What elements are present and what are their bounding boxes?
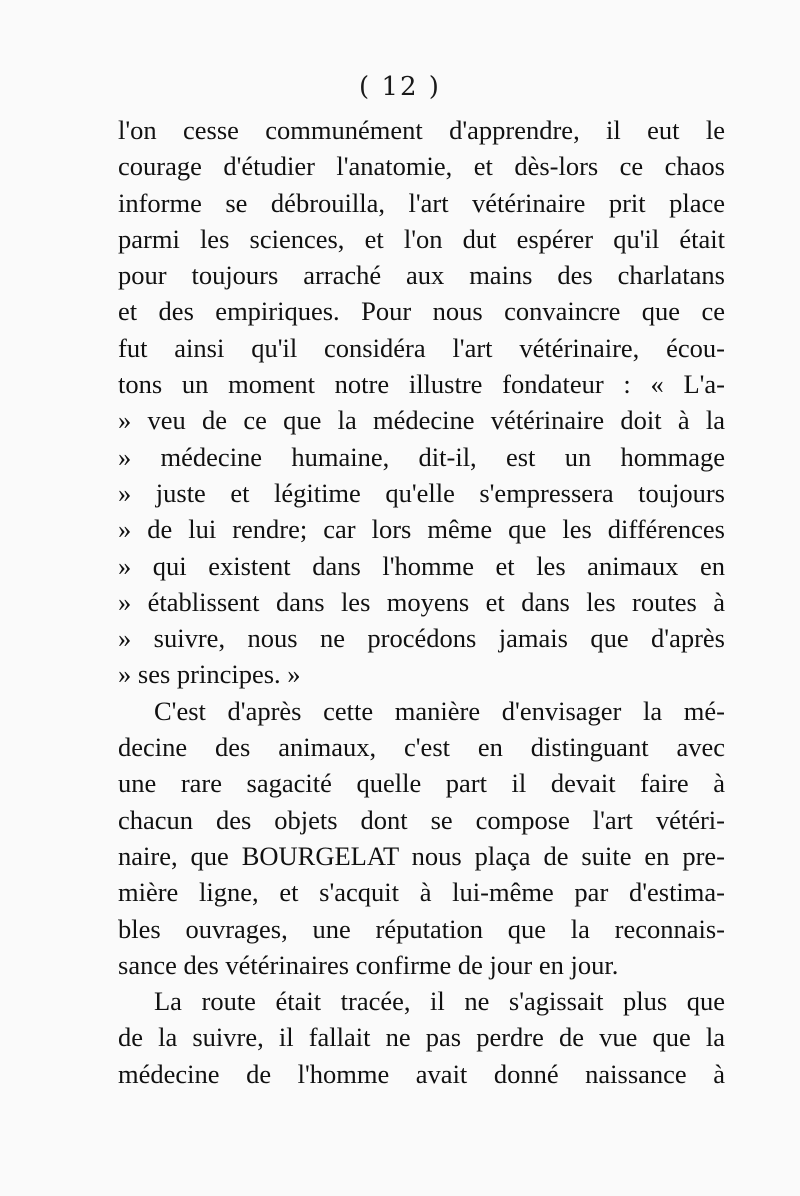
text-line: » établissent dans les moyens et dans les routes à (118, 586, 725, 617)
text-line: l'on cesse communément d'apprendre, il eut le (118, 115, 725, 145)
text-line: bles ouvrages, une réputation que la reconnais- (118, 913, 725, 944)
text-line: médecine de l'homme avait donné naissance à (118, 1058, 725, 1089)
text-line: parmi les sciences, et l'on dut espérer qu'il était (118, 223, 725, 254)
text-line: » médecine humaine, dit-il, est un hommage (118, 441, 725, 472)
text-line: informe se débrouilla, l'art vétérinaire prit place (118, 187, 725, 218)
text-line: mière ligne, et s'acquit à lui-même par d'estima- (118, 877, 725, 908)
text-line: et des empiriques. Pour nous convaincre que ce (118, 296, 725, 327)
text-line: decine des animaux, c'est en distinguant avec (118, 732, 725, 763)
text-line: naire, que BOURGELAT nous plaça de suite en pre- (118, 840, 725, 871)
text-line: de la suivre, il fallait ne pas perdre de vue que la (118, 1022, 725, 1053)
text-line: fut ainsi qu'il considéra l'art vétérinaire, écou- (118, 332, 725, 363)
body-text (118, 112, 725, 1092)
text-line: pour toujours arraché aux mains des charlatans (118, 260, 725, 291)
text-line: sance des vétérinaires confirme de jour en jour. (118, 949, 619, 980)
text-line: » juste et légitime qu'elle s'empressera toujours (118, 477, 725, 508)
text-line: » ses principes. » (118, 659, 301, 690)
text-line: » de lui rendre; car lors même que les différences (118, 514, 725, 545)
text-line: » veu de ce que la médecine vétérinaire doit à la (118, 405, 725, 436)
text-line: chacun des objets dont se compose l'art vétéri- (118, 804, 725, 835)
text-line: une rare sagacité quelle part il devait faire à (118, 768, 725, 799)
paragraph-start-line: La route était tracée, il ne s'agissait plus que (154, 986, 725, 1017)
text-line: » suivre, nous ne procédons jamais que d'après (118, 623, 725, 654)
paragraph-start-line: C'est d'après cette manière d'envisager la mé- (154, 695, 725, 726)
text-line: tons un moment notre illustre fondateur : « L'a- (118, 369, 725, 400)
text-line: » qui existent dans l'homme et les animaux en (118, 550, 725, 581)
page-number: ( 12 ) (359, 72, 441, 102)
text-line: courage d'étudier l'anatomie, et dès-lors ce chaos (118, 151, 725, 182)
